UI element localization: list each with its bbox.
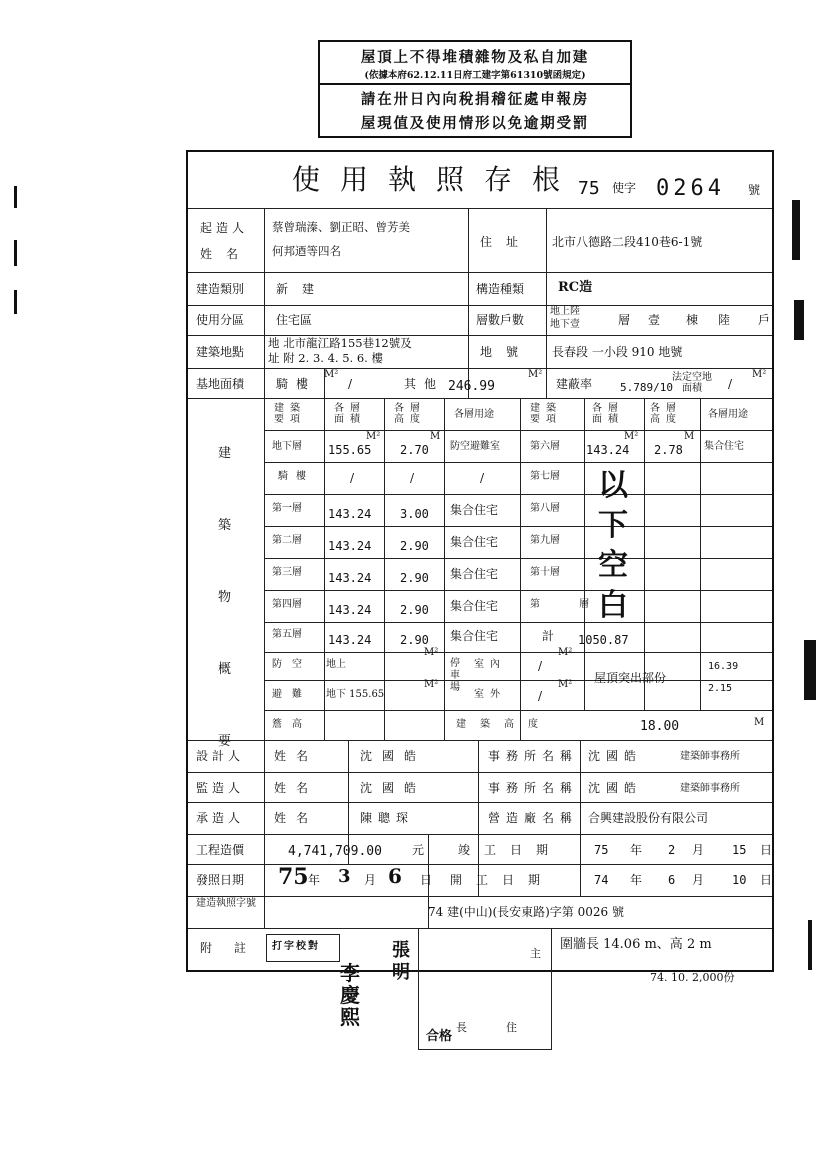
number-suffix: 號 <box>748 183 761 197</box>
arcade-unit: M² <box>324 369 339 380</box>
company-label: 營造廠名稱 <box>488 811 579 825</box>
person-name-label: 姓名 <box>274 811 319 825</box>
name-label: 姓名 <box>200 247 253 261</box>
parking-unit-2: M² <box>558 679 573 690</box>
floors-above: 地上陸 <box>550 306 580 317</box>
address-label: 住址 <box>480 235 533 249</box>
floor-use: 集合住宅 <box>704 441 744 452</box>
coverage-label: 建蔽率 <box>556 377 593 391</box>
cost-unit: 元 <box>412 843 425 857</box>
floor-use: 集合住宅 <box>450 599 499 613</box>
shelter-unit: M² <box>424 647 439 658</box>
floor-height: 2.90 <box>400 633 429 647</box>
section-label: 建築物概要 <box>218 446 232 749</box>
date-day-mark: 日 <box>760 873 773 887</box>
signature-2: 張明 <box>392 940 410 983</box>
floor-height: 2.70 <box>400 443 429 457</box>
total-label: 計 <box>542 629 555 643</box>
supervisor-label: 監造人 <box>196 781 245 795</box>
height-value: 18.00 <box>640 719 680 734</box>
print-run: 74. 10. 2,000份 <box>650 971 735 984</box>
supervisor-office: 沈國皓 <box>588 781 643 795</box>
col-area-left: 各層面積 <box>334 403 366 425</box>
designer-name: 沈國皓 <box>360 749 427 763</box>
completion-year: 75 <box>594 843 609 857</box>
floor-area: 143.24 <box>328 539 372 553</box>
parking-unit: M² <box>558 647 573 658</box>
date-month-mark: 月 <box>692 873 705 887</box>
issue-year: 75 <box>278 864 309 890</box>
floor-name: 第二層 <box>272 535 302 546</box>
applicant-label: 起造人 <box>200 221 249 235</box>
date-month-mark: 月 <box>692 843 705 857</box>
office-label: 事務所名稱 <box>488 749 579 763</box>
floor-height: 2.90 <box>400 539 429 553</box>
floor-use: 集合住宅 <box>450 503 499 517</box>
shelter-unit-2: M² <box>424 679 439 690</box>
scan-artefact <box>792 200 800 260</box>
applicant-names-2: 何邦迺等四名 <box>272 244 341 258</box>
date-day-mark: 日 <box>760 843 773 857</box>
floor-name: 地下層 <box>272 441 302 452</box>
floors-unit-household: 戶 <box>758 313 771 327</box>
office-label: 事務所名稱 <box>488 781 579 795</box>
cost-value: 4,741,709.00 <box>288 844 382 859</box>
notice-line-4: 屋現值及使用情形以免逾期受罰 <box>360 115 590 132</box>
unit-m2: M² <box>624 431 639 442</box>
permit-number: 0264 <box>656 176 725 201</box>
floor-name: 騎樓 <box>278 471 314 482</box>
site-line-1: 地 北市龍江路155巷12號及 <box>268 336 412 350</box>
date-year-mark: 年 <box>630 873 643 887</box>
date-year-mark: 年 <box>308 873 321 887</box>
designer-office: 沈國皓 <box>588 749 643 763</box>
applicant-names-1: 蔡曾瑞溱、劉正昭、曾芳美 <box>272 220 410 234</box>
stamp-text-a: 主 <box>530 947 541 960</box>
parking-in-label: 室內 <box>474 659 506 670</box>
scan-artefact <box>794 300 804 340</box>
other-label: 其他 <box>404 377 445 391</box>
floors-unit-building: 棟 <box>686 313 699 327</box>
completion-day: 15 <box>732 843 747 857</box>
margin-mark <box>14 186 17 208</box>
lot-value: 長春段 一小段 910 地號 <box>552 345 683 359</box>
other-unit: M² <box>528 369 543 380</box>
notice-box <box>318 40 632 138</box>
cost-label: 工程造價 <box>196 843 245 857</box>
date-year-mark: 年 <box>630 843 643 857</box>
handwritten-blank-note: 以下空白 <box>598 468 628 623</box>
floor-height: 3.00 <box>400 507 429 521</box>
signature-1: 李慶熙 <box>340 961 360 1029</box>
structure-value: RC造 <box>558 280 593 295</box>
floor-height: / <box>410 471 415 485</box>
note-label: 附註 <box>200 941 269 955</box>
height-label: 建築高度 <box>456 719 552 730</box>
person-name-label: 姓名 <box>274 749 319 763</box>
unit-m2: M² <box>366 431 381 442</box>
shelter-label-2: 避難 <box>272 689 312 700</box>
open-space-value: / <box>728 377 733 391</box>
permit-form <box>186 150 774 972</box>
start-year: 74 <box>594 873 609 887</box>
margin-mark <box>14 240 17 266</box>
issue-label: 發照日期 <box>196 873 245 887</box>
floor-area: 143.24 <box>586 443 630 457</box>
contractor-label: 承造人 <box>196 811 245 825</box>
floor-name: 第六層 <box>530 441 560 452</box>
number-word: 使字 <box>612 181 637 195</box>
designer-office-suffix: 建築師事務所 <box>680 751 740 762</box>
address-value: 北市八德路二段410巷6-1號 <box>552 235 703 249</box>
notice-line-1: 屋頂上不得堆積雜物及私自加建 <box>360 49 590 66</box>
contractor-company: 合興建設股份有限公司 <box>588 811 709 825</box>
issue-month: 3 <box>338 866 351 887</box>
total-area: 1050.87 <box>578 633 629 647</box>
roof-value-2: 2.15 <box>708 683 733 694</box>
col-use-right: 各層用途 <box>708 409 748 420</box>
site-label: 建築地點 <box>196 345 245 359</box>
margin-mark <box>14 290 17 314</box>
floor-use: 防空避難室 <box>450 441 500 452</box>
unit-m: M <box>430 431 441 442</box>
floor-area: 155.65 <box>328 443 372 457</box>
floors-households: 陸 <box>718 313 731 327</box>
build-type-label: 建造類別 <box>196 282 245 296</box>
shelter-label: 防空 <box>272 659 312 670</box>
coverage-value: 5.789/10 <box>620 381 673 394</box>
notice-line-2: (依據本府62.12.11日府工建字第61310號函規定) <box>364 70 586 81</box>
completion-month: 2 <box>668 843 676 857</box>
start-day: 10 <box>732 873 747 887</box>
floor-name: 第四層 <box>272 599 302 610</box>
floor-name: 第十層 <box>530 567 560 578</box>
floor-area: / <box>350 471 355 485</box>
col-use-left: 各層用途 <box>454 409 494 420</box>
floor-area: 143.24 <box>328 633 372 647</box>
floor-name: 第 層 <box>530 599 608 610</box>
roof-value-1: 16.39 <box>708 661 739 672</box>
start-label: 開工日期 <box>450 873 555 887</box>
floors-unit-layer: 層 <box>618 313 631 327</box>
col-height-right: 各層高度 <box>650 403 682 425</box>
notice-divider <box>320 83 630 85</box>
roof-label: 屋頂突出部份 <box>594 671 667 685</box>
supervisor-name: 沈國皓 <box>360 781 427 795</box>
eave-label: 簷高 <box>272 719 312 730</box>
floor-name: 第九層 <box>530 535 560 546</box>
col-area-right: 各層面積 <box>592 403 624 425</box>
supervisor-office-suffix: 建築師事務所 <box>680 783 740 794</box>
date-day-mark: 日 <box>420 873 433 887</box>
floor-name: 第五層 <box>272 629 302 640</box>
note-value: 圍牆長 14.06 m、高 2 m <box>560 937 712 952</box>
floor-height: 2.78 <box>654 443 683 457</box>
floor-use: 集合住宅 <box>450 535 499 549</box>
floor-height: 2.90 <box>400 603 429 617</box>
col-item-right: 建築要項 <box>530 403 562 425</box>
site-line-2: 址 附 2. 3. 4. 5. 6. 樓 <box>268 351 383 365</box>
height-unit: M <box>754 717 765 728</box>
permit-label: 建造執照字號 <box>196 898 256 909</box>
floor-use: 集合住宅 <box>450 629 499 643</box>
structure-label: 構造種類 <box>476 282 525 296</box>
floor-area: 143.24 <box>328 571 372 585</box>
permit-value: 74 建(中山)(長安東路)字第 0026 號 <box>428 905 624 919</box>
arcade-value: / <box>348 377 353 391</box>
col-item-left: 建築要項 <box>274 403 306 425</box>
stamp-text-b: 合格 <box>426 1029 453 1044</box>
floor-name: 第一層 <box>272 503 302 514</box>
stamp-text-c: 長 <box>456 1021 467 1034</box>
parking-in-value: / <box>538 659 543 673</box>
arcade-label: 騎樓 <box>276 377 317 391</box>
floors-label: 層數戶數 <box>476 313 525 327</box>
zone-value: 住宅區 <box>276 313 313 327</box>
floor-area: 143.24 <box>328 603 372 617</box>
date-month-mark: 月 <box>364 873 377 887</box>
person-name-label: 姓名 <box>274 781 319 795</box>
floor-area: 143.24 <box>328 507 372 521</box>
zone-label: 使用分區 <box>196 313 245 327</box>
floors-below: 地下壹 <box>550 319 580 330</box>
floor-name: 第七層 <box>530 471 560 482</box>
lot-label: 地號 <box>480 345 533 359</box>
floors-count: 壹 <box>648 313 661 327</box>
floor-height: 2.90 <box>400 571 429 585</box>
completion-label: 竣工日期 <box>458 843 563 857</box>
contractor-name: 陳聰琛 <box>360 811 415 825</box>
start-month: 6 <box>668 873 676 887</box>
stamp-text-d: 住 <box>506 1021 517 1034</box>
form-title: 使用執照存根 <box>292 163 581 196</box>
scan-artefact <box>808 920 812 970</box>
parking-label: 停車場 <box>450 658 460 693</box>
build-type-value: 新建 <box>276 282 329 296</box>
unit-m: M <box>684 431 695 442</box>
number-year: 75 <box>578 178 600 199</box>
designer-label: 設計人 <box>196 749 245 763</box>
floor-name: 第八層 <box>530 503 560 514</box>
issue-day: 6 <box>388 864 402 888</box>
open-space-label: 法定空地面積 <box>672 372 712 394</box>
base-area-label: 基地面積 <box>196 377 245 391</box>
parking-out-label: 室外 <box>474 689 506 700</box>
other-value: 246.99 <box>448 379 495 394</box>
parking-out-value: / <box>538 689 543 703</box>
notice-line-3: 請在卅日內向稅捐稽征處申報房 <box>360 91 590 108</box>
col-height-left: 各層高度 <box>394 403 426 425</box>
shelter-above: 地上 <box>326 659 346 670</box>
floor-use: 集合住宅 <box>450 567 499 581</box>
floor-name: 第三層 <box>272 567 302 578</box>
floor-use: / <box>480 471 485 485</box>
shelter-below: 地下 155.65 <box>326 689 385 700</box>
open-space-unit: M² <box>752 369 767 380</box>
typed-check-label: 打字校對 <box>272 941 320 952</box>
scan-artefact <box>804 640 816 700</box>
